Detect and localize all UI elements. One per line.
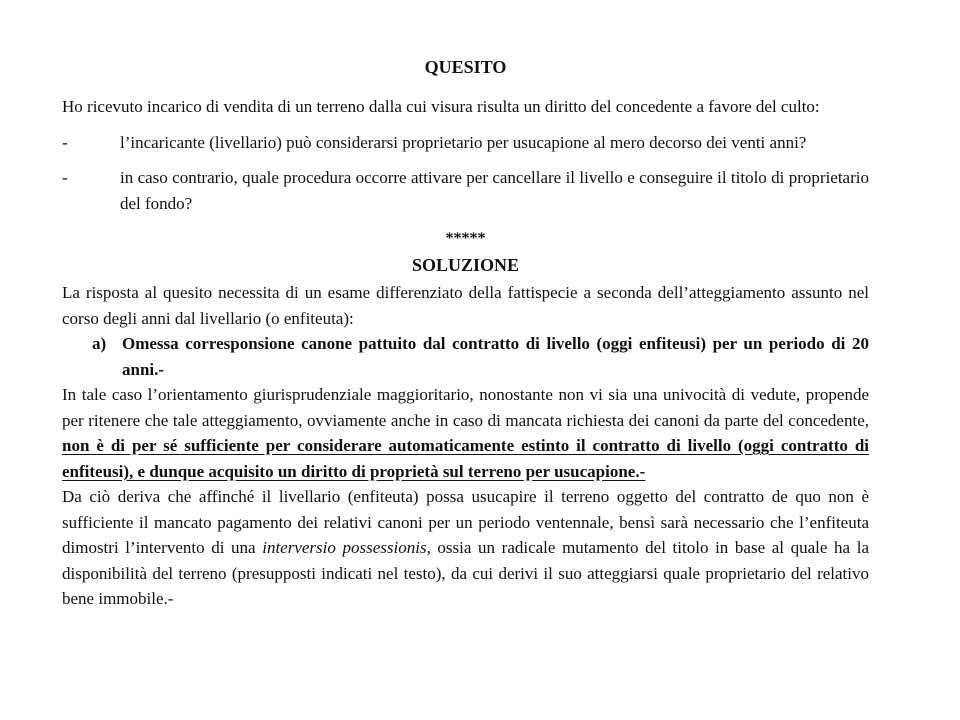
- quesito-item-1-text: l’incaricante (livellario) può considerarsi proprietario per usucapione al mero decorso dei venti anni?: [120, 132, 807, 152]
- soluzione-intro: La risposta al quesito necessita di un esame differenziato della fattispecie a seconda dell’atteggiamento assunto nel corso degli anni dal livellario (o enfiteuta):: [62, 283, 869, 328]
- soluzione-title: SOLUZIONE: [411, 255, 520, 275]
- soluzione-paragraph-2: [62, 484, 869, 612]
- paragraph-2-text: Da ciò deriva che affinché il livellario (enfiteuta) possa usucapire il terreno oggetto del contratto de quo non è sufficiente il mancato pagamento dei relativi canoni per un periodo ventennale, bensì sarà necessario che l’enfiteuta dimostri l’intervento di una: [62, 487, 869, 557]
- quesito-item-2: [62, 165, 869, 216]
- soluzione-paragraph-1: [62, 382, 869, 484]
- paragraph-1-emphasis: non è di per sé sufficiente per considerare automaticamente estinto il contratto di livello (oggi contratto di enfiteusi), e dunque acquisito un diritto di proprietà sul terreno per usucapione.-: [62, 436, 869, 481]
- quesito-item-2-text: in caso contrario, quale procedura occorre attivare per cancellare il livello e conseguire il titolo di proprietario del fondo?: [120, 168, 869, 213]
- dash-marker: -: [62, 132, 68, 152]
- paragraph-1-text: In tale caso l’orientamento giurisprudenziale maggioritario, nonostante non vi sia una univocità di vedute, propende per ritenere che tale atteggiamento, ovviamente anche in caso di mancata richiesta dei canoni da parte del concedente,: [62, 385, 869, 430]
- point-a-text: Omessa corresponsione canone pattuito dal contratto di livello (oggi enfiteusi) per un periodo di 20 anni.-: [122, 334, 869, 379]
- point-a-marker: a): [92, 334, 107, 353]
- document-page: [62, 56, 869, 696]
- paragraph-2-latin-term: interversio possessionis: [262, 538, 427, 557]
- quesito-item-1: [62, 130, 869, 156]
- quesito-title: QUESITO: [424, 57, 507, 77]
- section-separator: *****: [445, 230, 486, 247]
- dash-marker: -: [62, 168, 68, 187]
- point-a: [62, 331, 869, 382]
- paragraph-2-end: , ossia un radicale mutamento del titolo in base al quale ha la disponibilità del terreno (presupposti indicati nel testo), da cui derivi il suo atteggiarsi quale proprietario del relativo bene immobile.-: [62, 538, 869, 608]
- quesito-intro: Ho ricevuto incarico di vendita di un terreno dalla cui visura risulta un diritto del concedente a favore del culto:: [62, 97, 820, 116]
